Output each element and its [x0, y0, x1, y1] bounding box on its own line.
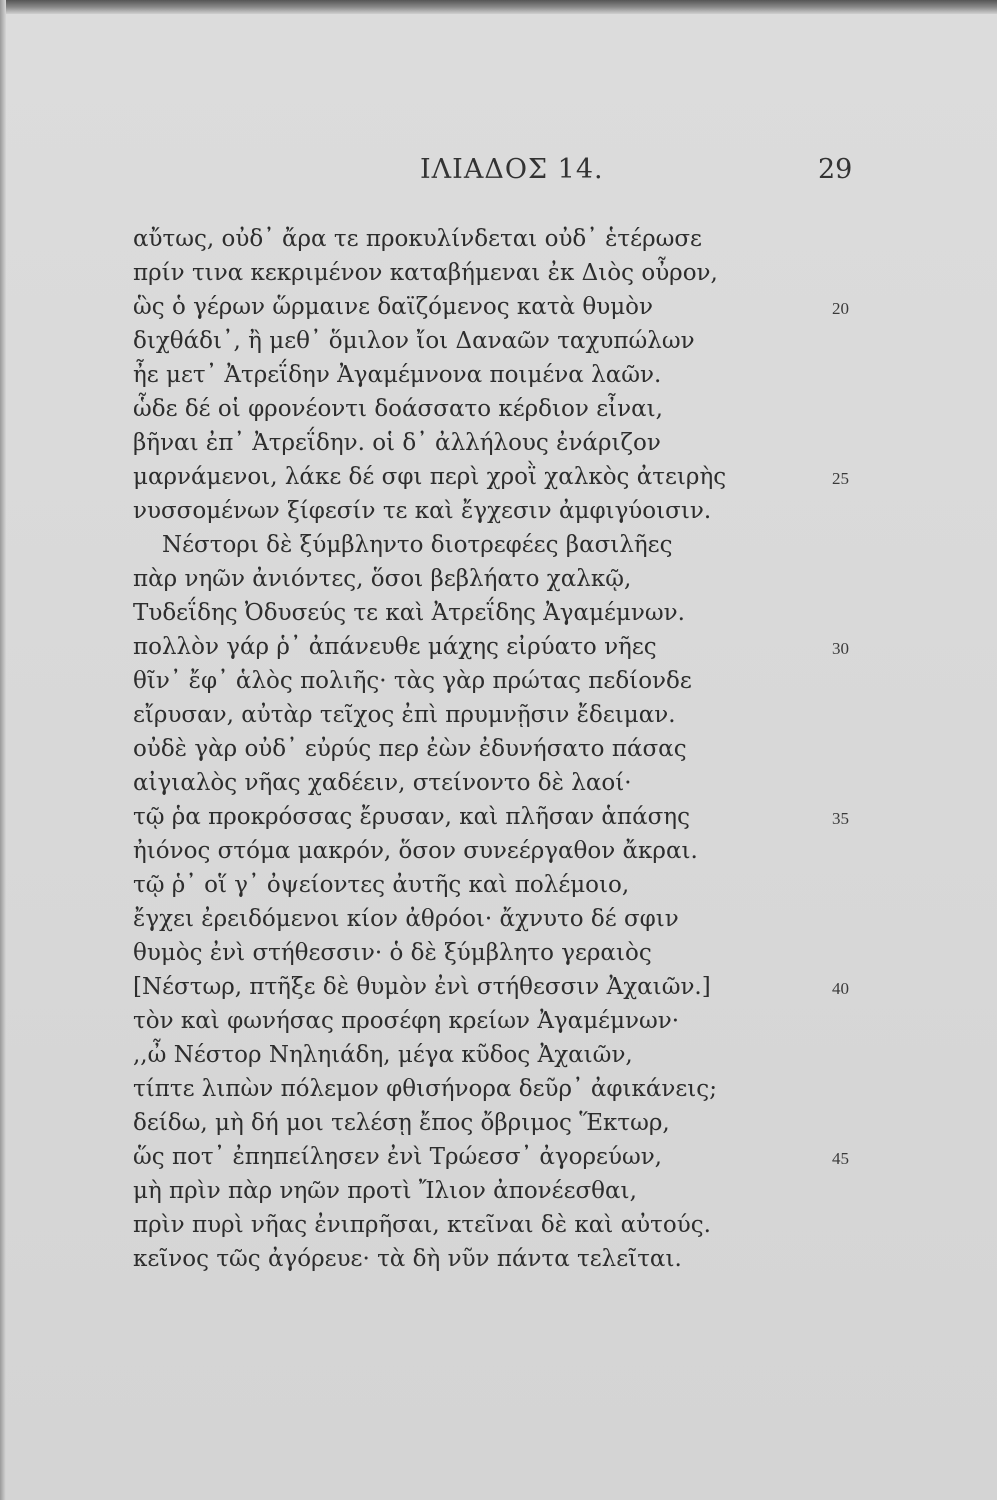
verse-text: μαρνάμενοι, λάκε δέ σφι περὶ χροῒ χαλκὸς ἀτειρὴς — [133, 464, 727, 490]
verse-text: Τυδεΐδης Ὀδυσεύς τε καὶ Ἀτρεΐδης Ἀγαμέμνων. — [133, 600, 685, 626]
verse-line — [0, 1038, 997, 1072]
verse-line — [0, 902, 997, 936]
verse-text: πὰρ νηῶν ἀνιόντες, ὅσοι βεβλήατο χαλκῷ, — [133, 566, 632, 592]
verse-text: ὥς ποτ᾽ ἐπηπείλησεν ἐνὶ Τρώεσσ᾽ ἀγορεύων, — [133, 1144, 662, 1170]
verse-line — [0, 834, 997, 868]
verse-line — [0, 1072, 997, 1106]
verse-line — [0, 664, 997, 698]
verse-line — [0, 222, 997, 256]
verse-line — [0, 324, 997, 358]
verse-line — [0, 460, 997, 494]
verse-line — [0, 1140, 997, 1174]
verse-text: ἦε μετ᾽ Ἀτρεΐδην Ἀγαμέμνονα ποιμένα λαῶν. — [133, 362, 662, 388]
verse-text: τῷ ῥ᾽ οἵ γ᾽ ὀψείοντες ἀυτῆς καὶ πολέμοιο, — [133, 872, 630, 898]
verse-line — [0, 868, 997, 902]
verse-text: θυμὸς ἐνὶ στήθεσσιν· ὁ δὲ ξύμβλητο γεραιὸς — [133, 940, 652, 966]
line-number: 20 — [832, 299, 849, 318]
verse-text: τῷ ῥα προκρόσσας ἔρυσαν, καὶ πλῆσαν ἁπάσης — [133, 804, 690, 830]
verse-line — [0, 766, 997, 800]
verse-text: ἔγχει ἐρειδόμενοι κίον ἀθρόοι· ἄχνυτο δέ σφιν — [133, 906, 679, 932]
verse-text: ὧδε δέ οἱ φρονέοντι δοάσσατο κέρδιον εἶναι, — [133, 396, 663, 422]
verse-text: οὐδὲ γὰρ οὐδ᾽ εὐρύς περ ἐὼν ἐδυνήσατο πάσας — [133, 736, 687, 762]
verse-line — [0, 392, 997, 426]
scan-top-edge — [0, 0, 997, 14]
verse-text: [Νέστωρ, πτῆξε δὲ θυμὸν ἐνὶ στήθεσσιν Ἀχαιῶν.] — [133, 974, 711, 1000]
verse-line — [0, 732, 997, 766]
verse-text: δείδω, μὴ δή μοι τελέσῃ ἔπος ὄβριμος Ἕκτωρ, — [133, 1110, 670, 1136]
verse-line — [0, 1242, 997, 1276]
verse-line — [0, 1004, 997, 1038]
verse-text: διχθάδι᾽, ἢ μεθ᾽ ὅμιλον ἴοι Δαναῶν ταχυπώλων — [133, 328, 695, 354]
verse-text: τίπτε λιπὼν πόλεμον φθισήνορα δεῦρ᾽ ἀφικάνεις; — [133, 1076, 717, 1102]
verse-line — [0, 970, 997, 1004]
verse-text: μὴ πρὶν πὰρ νηῶν προτὶ Ἴλιον ἀπονέεσθαι, — [133, 1178, 637, 1204]
verse-line — [0, 358, 997, 392]
verse-line — [0, 630, 997, 664]
verse-line — [0, 494, 997, 528]
verse-line — [0, 426, 997, 460]
verse-line — [0, 256, 997, 290]
line-number: 25 — [832, 469, 849, 488]
verse-text: τὸν καὶ φωνήσας προσέφη κρείων Ἀγαμέμνων· — [133, 1008, 680, 1034]
verse-line — [0, 800, 997, 834]
verse-text: κεῖνος τῶς ἀγόρευε· τὰ δὴ νῦν πάντα τελεῖται. — [133, 1246, 682, 1272]
verse-line — [0, 596, 997, 630]
verse-line — [0, 1208, 997, 1242]
line-number: 40 — [832, 979, 849, 998]
verse-line — [0, 290, 997, 324]
page-number: 29 — [818, 154, 853, 185]
line-number: 35 — [832, 809, 849, 828]
verse-text: πρὶν πυρὶ νῆας ἐνιπρῆσαι, κτεῖναι δὲ καὶ αὐτούς. — [133, 1212, 711, 1238]
verse-line — [0, 936, 997, 970]
verse-text: πολλὸν γάρ ῥ᾽ ἀπάνευθε μάχης εἰρύατο νῆες — [133, 634, 657, 660]
verse-text: Νέστορι δὲ ξύμβληντο διοτρεφέες βασιλῆες — [162, 532, 673, 558]
running-title: ΙΛΙΑΔΟΣ 14. — [420, 154, 604, 185]
verse-block — [0, 222, 997, 1276]
verse-text: αὔτως, οὐδ᾽ ἄρα τε προκυλίνδεται οὐδ᾽ ἑτέρωσε — [133, 226, 702, 252]
verse-line — [0, 562, 997, 596]
verse-line — [0, 698, 997, 732]
verse-text: ὣς ὁ γέρων ὥρμαινε δαϊζόμενος κατὰ θυμὸν — [133, 294, 653, 320]
verse-line — [0, 528, 997, 562]
verse-text: νυσσομένων ξίφεσίν τε καὶ ἔγχεσιν ἀμφιγύοισιν. — [133, 498, 712, 524]
verse-text: εἴρυσαν, αὐτὰρ τεῖχος ἐπὶ πρυμνῇσιν ἔδειμαν. — [133, 702, 676, 728]
verse-text: ,,ὦ Νέστορ Νηληιάδη, μέγα κῦδος Ἀχαιῶν, — [133, 1042, 633, 1068]
verse-text: αἰγιαλὸς νῆας χαδέειν, στείνοντο δὲ λαοί· — [133, 770, 632, 796]
verse-line — [0, 1106, 997, 1140]
line-number: 30 — [832, 639, 849, 658]
verse-line — [0, 1174, 997, 1208]
verse-text: ἠιόνος στόμα μακρόν, ὅσον συνεέργαθον ἄκραι. — [133, 838, 698, 864]
line-number: 45 — [832, 1149, 849, 1168]
page-header — [0, 145, 997, 195]
verse-text: βῆναι ἐπ᾽ Ἀτρεΐδην. οἱ δ᾽ ἀλλήλους ἐνάριζον — [133, 430, 661, 456]
verse-text: θῖν᾽ ἔφ᾽ ἁλὸς πολιῆς· τὰς γὰρ πρώτας πεδίονδε — [133, 668, 692, 694]
verse-text: πρίν τινα κεκριμένον καταβήμεναι ἐκ Διὸς οὖρον, — [133, 260, 718, 286]
